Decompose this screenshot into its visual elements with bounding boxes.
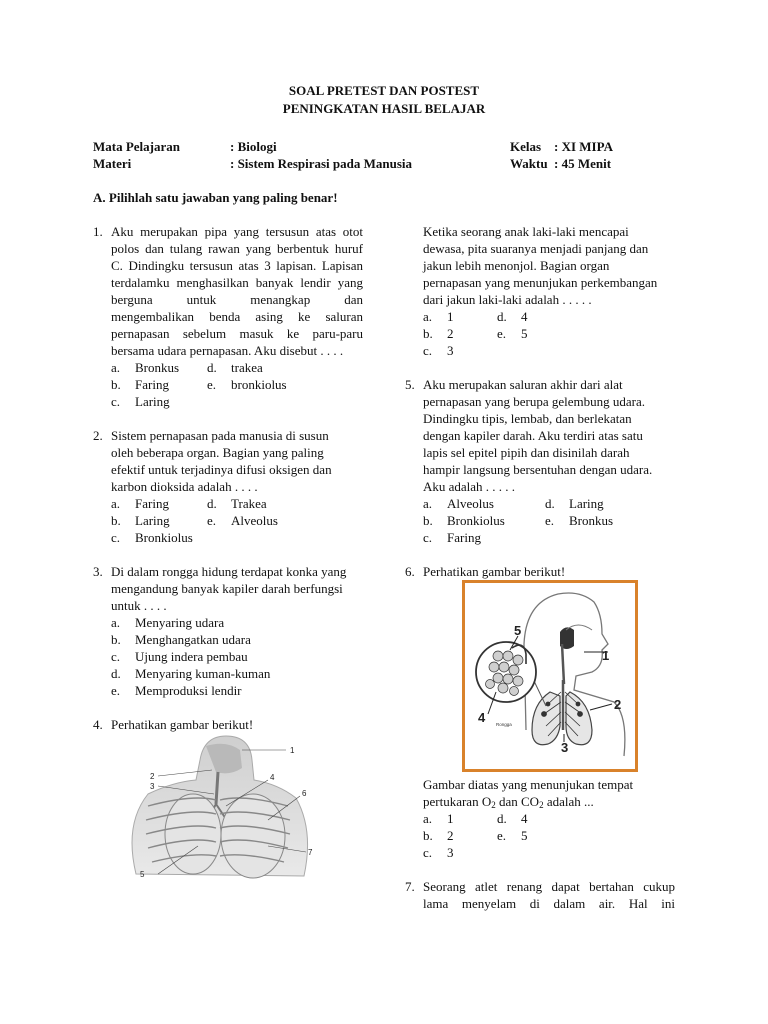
option-text: Alveolus <box>231 513 278 528</box>
figure-label: 5 <box>514 623 522 638</box>
option-row <box>111 648 363 665</box>
option-text: Bronkiolus <box>135 530 193 545</box>
option-text: Faring <box>135 496 169 511</box>
question-text-line: pertukaran $O_2$ dan $CO_2$ adalah ... <box>423 794 594 810</box>
question-text-line: lama menyelam di dalam air. Hal ini <box>423 896 675 911</box>
option-row <box>111 376 363 393</box>
figure-label: 5 <box>140 870 145 879</box>
option-letter: e. <box>497 326 507 341</box>
question-text-line: mengandung banyak kapiler darah berfungsi <box>111 581 343 596</box>
question-text-line: hampir langsung bersentuhan dengan udara. <box>423 462 653 477</box>
question-text-line: Ketika seorang anak laki-laki mencapai <box>423 224 629 239</box>
option-letter: d. <box>111 666 121 681</box>
option-row <box>423 827 675 844</box>
option-text: Menyaring kuman-kuman <box>135 666 271 681</box>
option-letter: d. <box>207 360 217 375</box>
question-text-line: untuk . . . . <box>111 598 167 613</box>
option-row <box>423 810 675 827</box>
option-letter: c. <box>423 530 433 545</box>
option-row <box>111 393 363 410</box>
figure-label: 4 <box>270 773 275 782</box>
option-text: 5 <box>521 326 528 341</box>
option-letter: b. <box>111 632 121 647</box>
right-column <box>405 223 675 580</box>
section-a-heading: A. Pilihlah satu jawaban yang paling benar! <box>93 190 338 205</box>
question-text-line: Gambar diatas yang menunjukan tempat <box>423 777 634 792</box>
option-letter: d. <box>545 496 555 511</box>
subject-value: : Biologi <box>230 139 277 154</box>
option-letter: a. <box>423 811 433 826</box>
figure-label: 7 <box>308 848 313 857</box>
right-column-lower <box>405 776 675 912</box>
question-text-line: Aku adalah . . . . . <box>423 479 516 494</box>
question-text-line: jakun lebih menonjol. Bagian organ <box>423 258 610 273</box>
subject-label: Mata Pelajaran <box>93 139 181 154</box>
option-row <box>111 665 363 682</box>
question-number: 1. <box>93 224 103 239</box>
question-text-line: Perhatikan gambar berikut! <box>423 564 566 579</box>
figure-caption: Rongga <box>496 722 512 727</box>
figure-label: 6 <box>302 789 307 798</box>
question-text-line: bersama udara pernapasan. Aku disebut . . . . <box>111 343 344 358</box>
question-4-continued <box>405 223 675 359</box>
figure-label: 3 <box>150 782 155 791</box>
option-row <box>423 342 675 359</box>
question-number: 6. <box>405 564 415 579</box>
figure-label: 1 <box>290 746 295 755</box>
option-letter: b. <box>111 513 121 528</box>
topic-value: : Sistem Respirasi pada Manusia <box>230 156 413 171</box>
question-number: 7. <box>405 879 415 894</box>
option-row <box>111 614 363 631</box>
option-letter: a. <box>423 309 433 324</box>
option-text: 5 <box>521 828 528 843</box>
figure-label: 1 <box>602 648 610 663</box>
option-text: Ujung indera pembau <box>135 649 248 664</box>
question-text-line: mengembalikan benda asing ke saluran <box>111 309 363 324</box>
question-1 <box>93 223 363 410</box>
question-text-line: Aku merupakan saluran akhir dari alat <box>423 377 623 392</box>
option-row <box>423 844 675 861</box>
option-letter: c. <box>423 845 433 860</box>
title-line-1: SOAL PRETEST DAN POSTEST <box>288 83 480 98</box>
question-text-line: oleh beberapa organ. Bagian yang paling <box>111 445 324 460</box>
option-row <box>111 682 363 699</box>
question-text-line: Seorang atlet renang dapat bertahan cukup <box>423 879 675 894</box>
figure-label: 4 <box>478 710 486 725</box>
option-row <box>111 512 363 529</box>
figure-label: 2 <box>614 697 622 712</box>
option-letter: a. <box>111 615 121 630</box>
respiratory-figure-q4 <box>118 734 318 884</box>
option-letter: b. <box>423 513 433 528</box>
option-row <box>423 529 675 546</box>
class-value: : XI MIPA <box>554 139 613 154</box>
option-letter: e. <box>207 513 217 528</box>
option-row <box>111 529 363 546</box>
question-text-line: lapis sel epitel pipih dan disinilah darah <box>423 445 630 460</box>
time-value: : 45 Menit <box>554 156 612 171</box>
option-text: 1 <box>447 811 454 826</box>
option-letter: a. <box>111 496 121 511</box>
option-text: trakea <box>231 360 263 375</box>
option-text: 2 <box>447 828 454 843</box>
option-row <box>111 631 363 648</box>
figure-label: 3 <box>561 740 569 755</box>
question-text-line: pernapasan yang menunjukan perkembangan <box>423 275 658 290</box>
question-text-line: pernapasan sebelum masuk ke paru-paru <box>111 326 363 341</box>
option-letter: a. <box>423 496 433 511</box>
option-row <box>111 495 363 512</box>
option-text: 3 <box>447 343 454 358</box>
option-letter: b. <box>111 377 121 392</box>
question-3 <box>93 563 363 699</box>
option-letter: a. <box>111 360 121 375</box>
left-column <box>93 223 363 733</box>
question-6-prompt <box>405 776 675 861</box>
option-letter: d. <box>207 496 217 511</box>
option-letter: b. <box>423 828 433 843</box>
question-text-line: dari jakun laki-laki adalah . . . . . <box>423 292 592 307</box>
option-text: Trakea <box>231 496 267 511</box>
class-label: Kelas <box>510 139 542 154</box>
option-row <box>111 359 363 376</box>
topic-label: Materi <box>93 156 132 171</box>
question-number: 4. <box>93 717 103 732</box>
option-letter: c. <box>111 530 121 545</box>
option-letter: e. <box>111 683 121 698</box>
option-text: Memproduksi lendir <box>135 683 242 698</box>
question-text-line: Dindingku tipis, lembab, dan berlekatan <box>423 411 632 426</box>
question-5 <box>405 376 675 546</box>
option-text: Faring <box>135 377 169 392</box>
option-text: 4 <box>521 309 528 324</box>
option-text: Bronkiolus <box>447 513 505 528</box>
question-2 <box>93 427 363 546</box>
option-text: Laring <box>135 513 170 528</box>
question-number: 3. <box>93 564 103 579</box>
option-letter: d. <box>497 309 507 324</box>
option-letter: d. <box>497 811 507 826</box>
option-text: Alveolus <box>447 496 494 511</box>
option-text: 1 <box>447 309 454 324</box>
option-row <box>423 512 675 529</box>
option-letter: e. <box>545 513 555 528</box>
option-row <box>423 308 675 325</box>
question-text-line: karbon dioksida adalah . . . . <box>111 479 258 494</box>
question-text-line: polos dan tulang rawan yang berbentuk huruf <box>111 241 363 256</box>
title-line-2: PENINGKATAN HASIL BELAJAR <box>282 101 486 116</box>
option-letter: c. <box>423 343 433 358</box>
question-text-line: terdalamku menghasilkan banyak lendir yang <box>111 275 363 290</box>
option-row <box>423 325 675 342</box>
respiratory-figure-q6 <box>462 580 638 772</box>
question-number: 5. <box>405 377 415 392</box>
question-text-line: berguna untuk menangkap dan <box>111 292 363 307</box>
question-text-line: Perhatikan gambar berikut! <box>111 717 254 732</box>
option-text: Laring <box>569 496 604 511</box>
question-4 <box>93 716 363 733</box>
question-number: 2. <box>93 428 103 443</box>
question-6 <box>405 563 675 580</box>
option-text: 4 <box>521 811 528 826</box>
option-text: Bronkus <box>569 513 614 528</box>
option-row <box>423 495 675 512</box>
figure-label: 2 <box>150 772 155 781</box>
option-text: Laring <box>135 394 170 409</box>
option-letter: c. <box>111 394 121 409</box>
option-text: 3 <box>447 845 454 860</box>
time-label: Waktu <box>510 156 548 171</box>
option-text: Menghangatkan udara <box>135 632 251 647</box>
question-text-line: efektif untuk terjadinya difusi oksigen dan <box>111 462 332 477</box>
question-text-line: Di dalam rongga hidung terdapat konka yang <box>111 564 347 579</box>
option-letter: e. <box>497 828 507 843</box>
question-text-line: C. Dindingku tersusun atas 3 lapisan. Lapisan <box>111 258 363 273</box>
option-letter: b. <box>423 326 433 341</box>
question-text-line: dewasa, pita suaranya menjadi panjang dan <box>423 241 649 256</box>
question-text-line: Aku merupakan pipa yang tersusun atas otot <box>111 224 363 239</box>
question-text-line: dengan kapiler darah. Aku terdiri atas satu <box>423 428 643 443</box>
option-letter: e. <box>207 377 217 392</box>
option-text: Bronkus <box>135 360 180 375</box>
question-7 <box>405 878 675 912</box>
question-text-line: Sistem pernapasan pada manusia di susun <box>111 428 329 443</box>
option-text: Faring <box>447 530 481 545</box>
option-letter: c. <box>111 649 121 664</box>
option-text: 2 <box>447 326 454 341</box>
option-text: Menyaring udara <box>135 615 225 630</box>
option-text: bronkiolus <box>231 377 287 392</box>
question-text-line: pernapasan yang berupa gelembung udara. <box>423 394 645 409</box>
